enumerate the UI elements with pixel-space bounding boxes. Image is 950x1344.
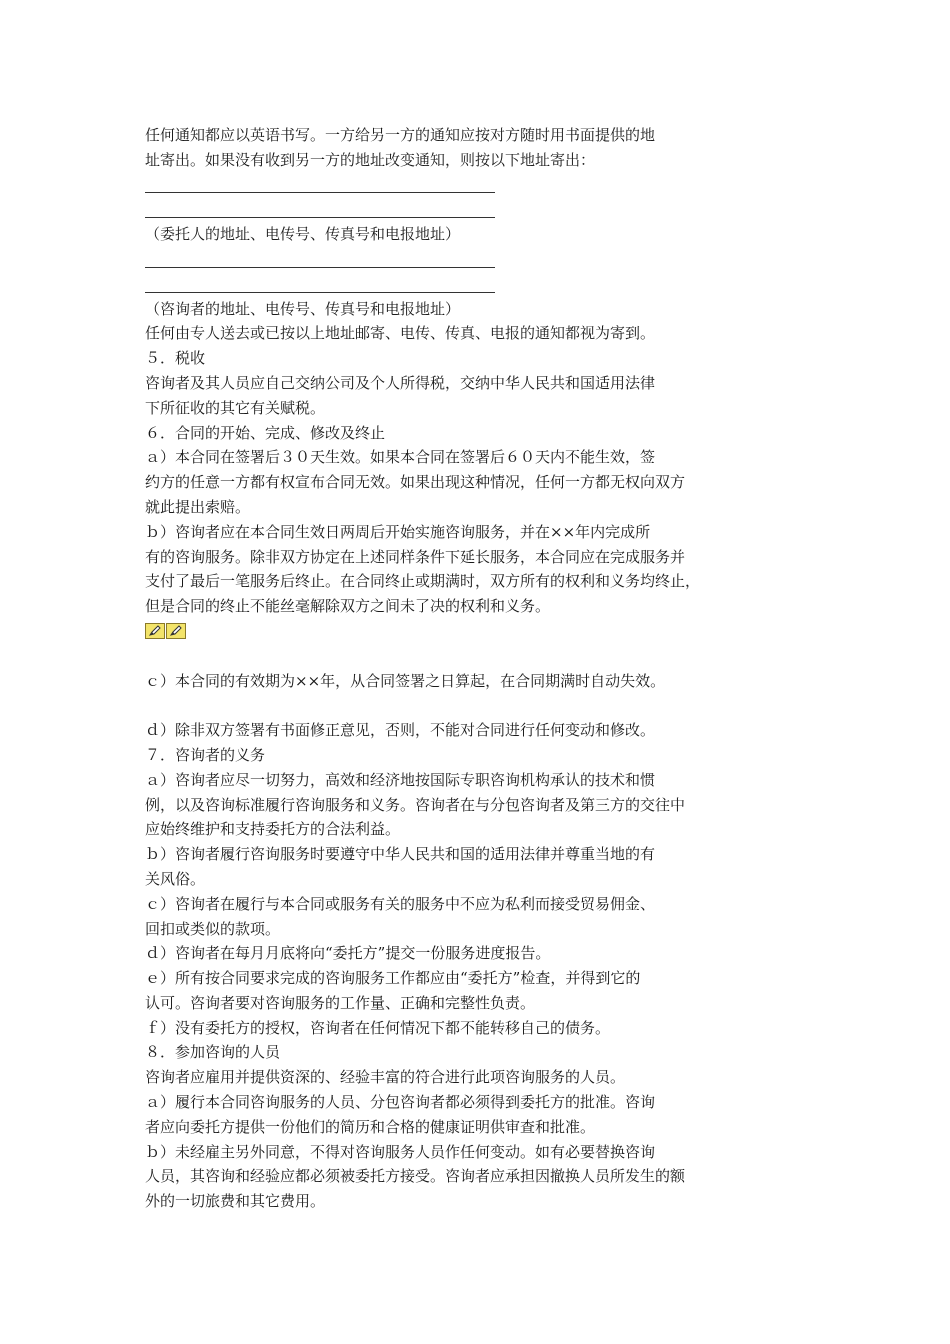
section-heading: ５．税收 bbox=[145, 349, 206, 368]
paragraph-line: 关风俗。 bbox=[145, 869, 206, 888]
paragraph-line: 但是合同的终止不能丝毫解除双方之间未了决的权利和义务。 bbox=[145, 597, 551, 616]
pencil-icon[interactable] bbox=[145, 623, 165, 639]
paragraph-line: 者应向委托方提供一份他们的简历和合格的健康证明供审查和批准。 bbox=[145, 1117, 596, 1136]
address-caption: （委托人的地址、电传号、传真号和电报地址） bbox=[145, 225, 461, 244]
paragraph-line: ｆ）没有委托方的授权，咨询者在任何情况下都不能转移自己的债务。 bbox=[145, 1018, 611, 1037]
paragraph-line: 咨询者应雇用并提供资深的、经验丰富的符合进行此项咨询服务的人员。 bbox=[145, 1068, 626, 1087]
paragraph-line: ｂ）咨询者应在本合同生效日两周后开始实施咨询服务，并在××年内完成所 bbox=[145, 522, 651, 541]
paragraph-line: ｃ）咨询者在履行与本合同或服务有关的服务中不应为私利而接受贸易佣金、 bbox=[145, 894, 656, 913]
section-heading: ７．咨询者的义务 bbox=[145, 745, 266, 764]
spacer bbox=[145, 693, 785, 718]
paragraph-line: ｅ）所有按合同要求完成的咨询服务工作都应由“委托方”检查，并得到它的 bbox=[145, 969, 641, 988]
paragraph-line: 有的咨询服务。除非双方协定在上述同样条件下延长服务，本合同应在完成服务并 bbox=[145, 547, 686, 566]
paragraph-line: 咨询者及其人员应自己交纳公司及个人所得税，交纳中华人民共和国适用法律 bbox=[145, 373, 656, 392]
paragraph-line: 任何通知都应以英语书写。一方给另一方的通知应按对方随时用书面提供的地 bbox=[145, 126, 656, 144]
section-heading: ６．合同的开始、完成、修改及终止 bbox=[145, 423, 386, 442]
blank-line bbox=[145, 272, 785, 297]
paragraph-line: 人员，其咨询和经验应都必须被委托方接受。咨询者应承担因撤换人员所发生的额 bbox=[145, 1167, 686, 1186]
pencil-icon[interactable] bbox=[166, 623, 186, 639]
paragraph-line: 任何由专人送去或已按以上地址邮寄、电传、传真、电报的通知都视为寄到。 bbox=[145, 324, 656, 343]
section-heading: ８．参加咨询的人员 bbox=[145, 1043, 281, 1062]
paragraph-line: ｂ）咨询者履行咨询服务时要遵守中华人民共和国的适用法律并尊重当地的有 bbox=[145, 845, 656, 864]
paragraph-line: ａ）咨询者应尽一切努力，高效和经济地按国际专职咨询机构承认的技术和惯 bbox=[145, 770, 656, 789]
paragraph-line: ａ）履行本合同咨询服务的人员、分包咨询者都必须得到委托方的批准。咨询 bbox=[145, 1093, 656, 1112]
spacer bbox=[145, 644, 785, 669]
blank-line bbox=[145, 197, 785, 222]
paragraph-line: 应始终维护和支持委托方的合法利益。 bbox=[145, 820, 401, 839]
blank-line bbox=[145, 173, 785, 198]
paragraph-line: ｄ）咨询者在每月月底将向“委托方”提交一份服务进度报告。 bbox=[145, 944, 551, 963]
paragraph-line: 支付了最后一笔服务后终止。在合同终止或期满时，双方所有的权利和义务均终止， bbox=[145, 572, 701, 591]
blank-line bbox=[145, 247, 785, 272]
paragraph-line: 址寄出。如果没有收到另一方的地址改变通知，则按以下地址寄出： bbox=[145, 150, 596, 169]
paragraph-line: 例，以及咨询标准履行咨询服务和义务。咨询者在与分包咨询者及第三方的交往中 bbox=[145, 795, 686, 814]
paragraph-line: ｂ）未经雇主另外同意，不得对咨询服务人员作任何变动。如有必要替换咨询 bbox=[145, 1142, 656, 1161]
paragraph-line: 认可。咨询者要对咨询服务的工作量、正确和完整性负责。 bbox=[145, 993, 536, 1012]
paragraph-line: ａ）本合同在签署后３０天生效。如果本合同在签署后６０天内不能生效，签 bbox=[145, 448, 656, 467]
paragraph-line: 外的一切旅费和其它费用。 bbox=[145, 1192, 326, 1211]
document-body bbox=[145, 123, 785, 1214]
paragraph-line: ｃ）本合同的有效期为××年，从合同签署之日算起，在合同期满时自动失效。 bbox=[145, 671, 666, 690]
paragraph-line: 下所征收的其它有关赋税。 bbox=[145, 398, 326, 417]
address-caption: （咨询者的地址、电传号、传真号和电报地址） bbox=[145, 299, 461, 318]
paragraph-line: 约方的任意一方都有权宣布合同无效。如果出现这种情况，任何一方都无权向双方 bbox=[145, 473, 686, 492]
paragraph-line: 回扣或类似的款项。 bbox=[145, 919, 281, 938]
paragraph-line: 就此提出索赔。 bbox=[145, 497, 251, 516]
edit-icon-group bbox=[145, 619, 785, 644]
paragraph-line: ｄ）除非双方签署有书面修正意见，否则，不能对合同进行任何变动和修改。 bbox=[145, 721, 656, 740]
